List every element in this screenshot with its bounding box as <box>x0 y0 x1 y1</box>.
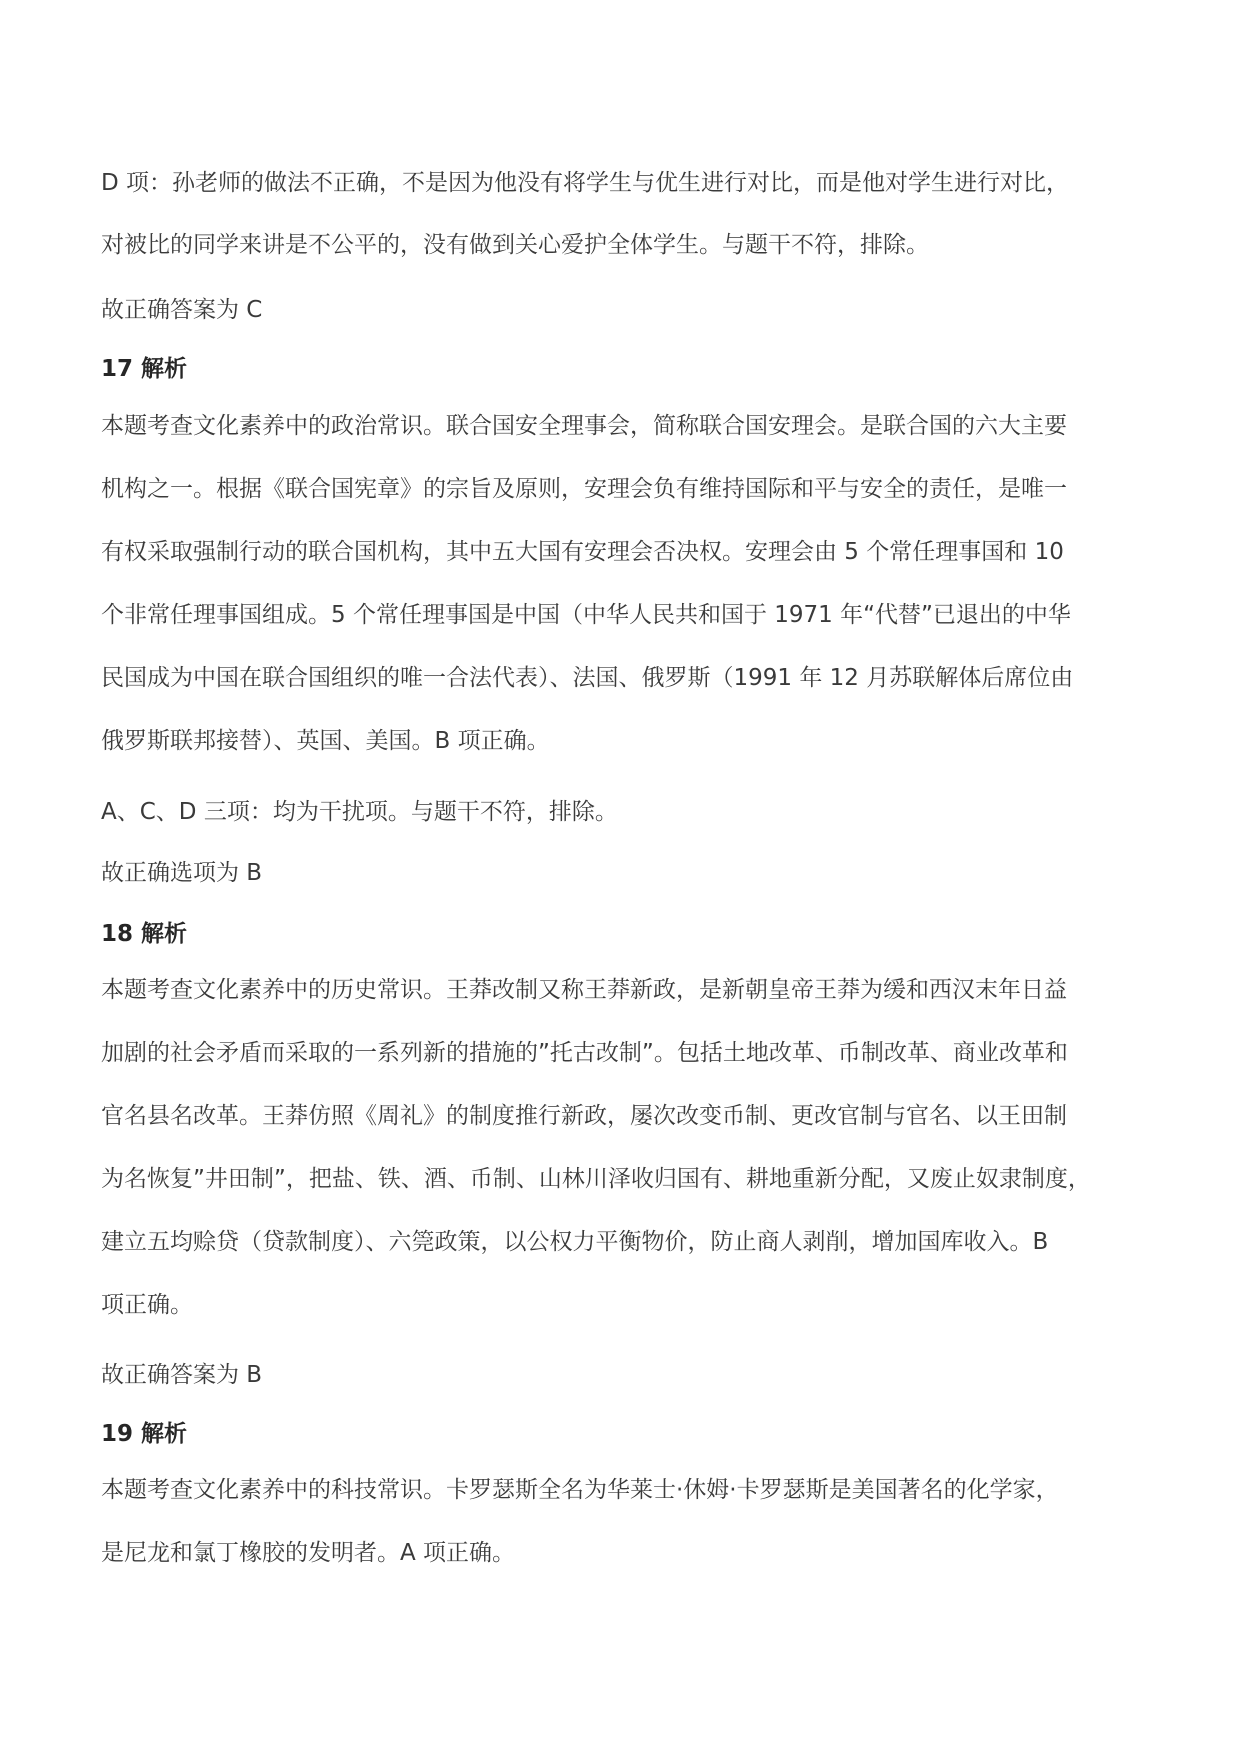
paragraph-line: 民国成为中国在联合国组织的唯一合法代表）、法国、俄罗斯（1991 年 12 月苏联解体后席位由 <box>101 665 1074 691</box>
answer-line: 故正确答案为 C <box>101 297 263 323</box>
answer-line: 故正确答案为 B <box>101 1362 263 1388</box>
paragraph-line: 项正确。 <box>101 1292 193 1318</box>
paragraph-line: 建立五均赊贷（贷款制度）、六筦政策，以公权力平衡物价，防止商人剥削，增加国库收入。B <box>101 1229 1049 1255</box>
paragraph-line: 机构之一。根据《联合国宪章》的宗旨及原则，安理会负有维持国际和平与安全的责任，是唯一 <box>101 476 1067 502</box>
paragraph-line: 本题考查文化素养中的历史常识。王莽改制又称王莽新政，是新朝皇帝王莽为缓和西汉末年日益 <box>101 977 1067 1003</box>
section-heading-17: 17 解析 <box>101 356 188 382</box>
answer-line: 故正确选项为 B <box>101 860 263 886</box>
paragraph-line: 本题考查文化素养中的政治常识。联合国安全理事会，简称联合国安理会。是联合国的六大主要 <box>101 413 1067 439</box>
section-heading-18: 18 解析 <box>101 921 188 947</box>
paragraph-line: 加剧的社会矛盾而采取的一系列新的措施的”托古改制”。包括土地改革、币制改革、商业改革和 <box>101 1040 1068 1066</box>
paragraph-line: 是尼龙和氯丁橡胶的发明者。A 项正确。 <box>101 1540 516 1566</box>
paragraph-line: A、C、D 三项：均为干扰项。与题干不符，排除。 <box>101 799 618 825</box>
paragraph-line: 对被比的同学来讲是不公平的，没有做到关心爱护全体学生。与题干不符，排除。 <box>101 232 929 258</box>
paragraph-line: 官名县名改革。王莽仿照《周礼》的制度推行新政，屡次改变币制、更改官制与官名、以王田制 <box>101 1103 1067 1129</box>
paragraph-line: 有权采取强制行动的联合国机构，其中五大国有安理会否决权。安理会由 5 个常任理事国和 10 <box>101 539 1064 565</box>
paragraph-line: 为名恢复”井田制”，把盐、铁、酒、币制、山林川泽收归国有、耕地重新分配，又废止奴隶制度， <box>101 1166 1091 1192</box>
paragraph-line: 俄罗斯联邦接替）、英国、美国。B 项正确。 <box>101 728 550 754</box>
paragraph-line: 本题考查文化素养中的科技常识。卡罗瑟斯全名为华莱士·休姆·卡罗瑟斯是美国著名的化学家， <box>101 1477 1059 1503</box>
paragraph-line: D 项：孙老师的做法不正确，不是因为他没有将学生与优生进行对比，而是他对学生进行对比， <box>101 170 1070 196</box>
section-heading-19: 19 解析 <box>101 1421 188 1447</box>
paragraph-line: 个非常任理事国组成。5 个常任理事国是中国（中华人民共和国于 1971 年“代替”已退出的中华 <box>101 602 1071 628</box>
